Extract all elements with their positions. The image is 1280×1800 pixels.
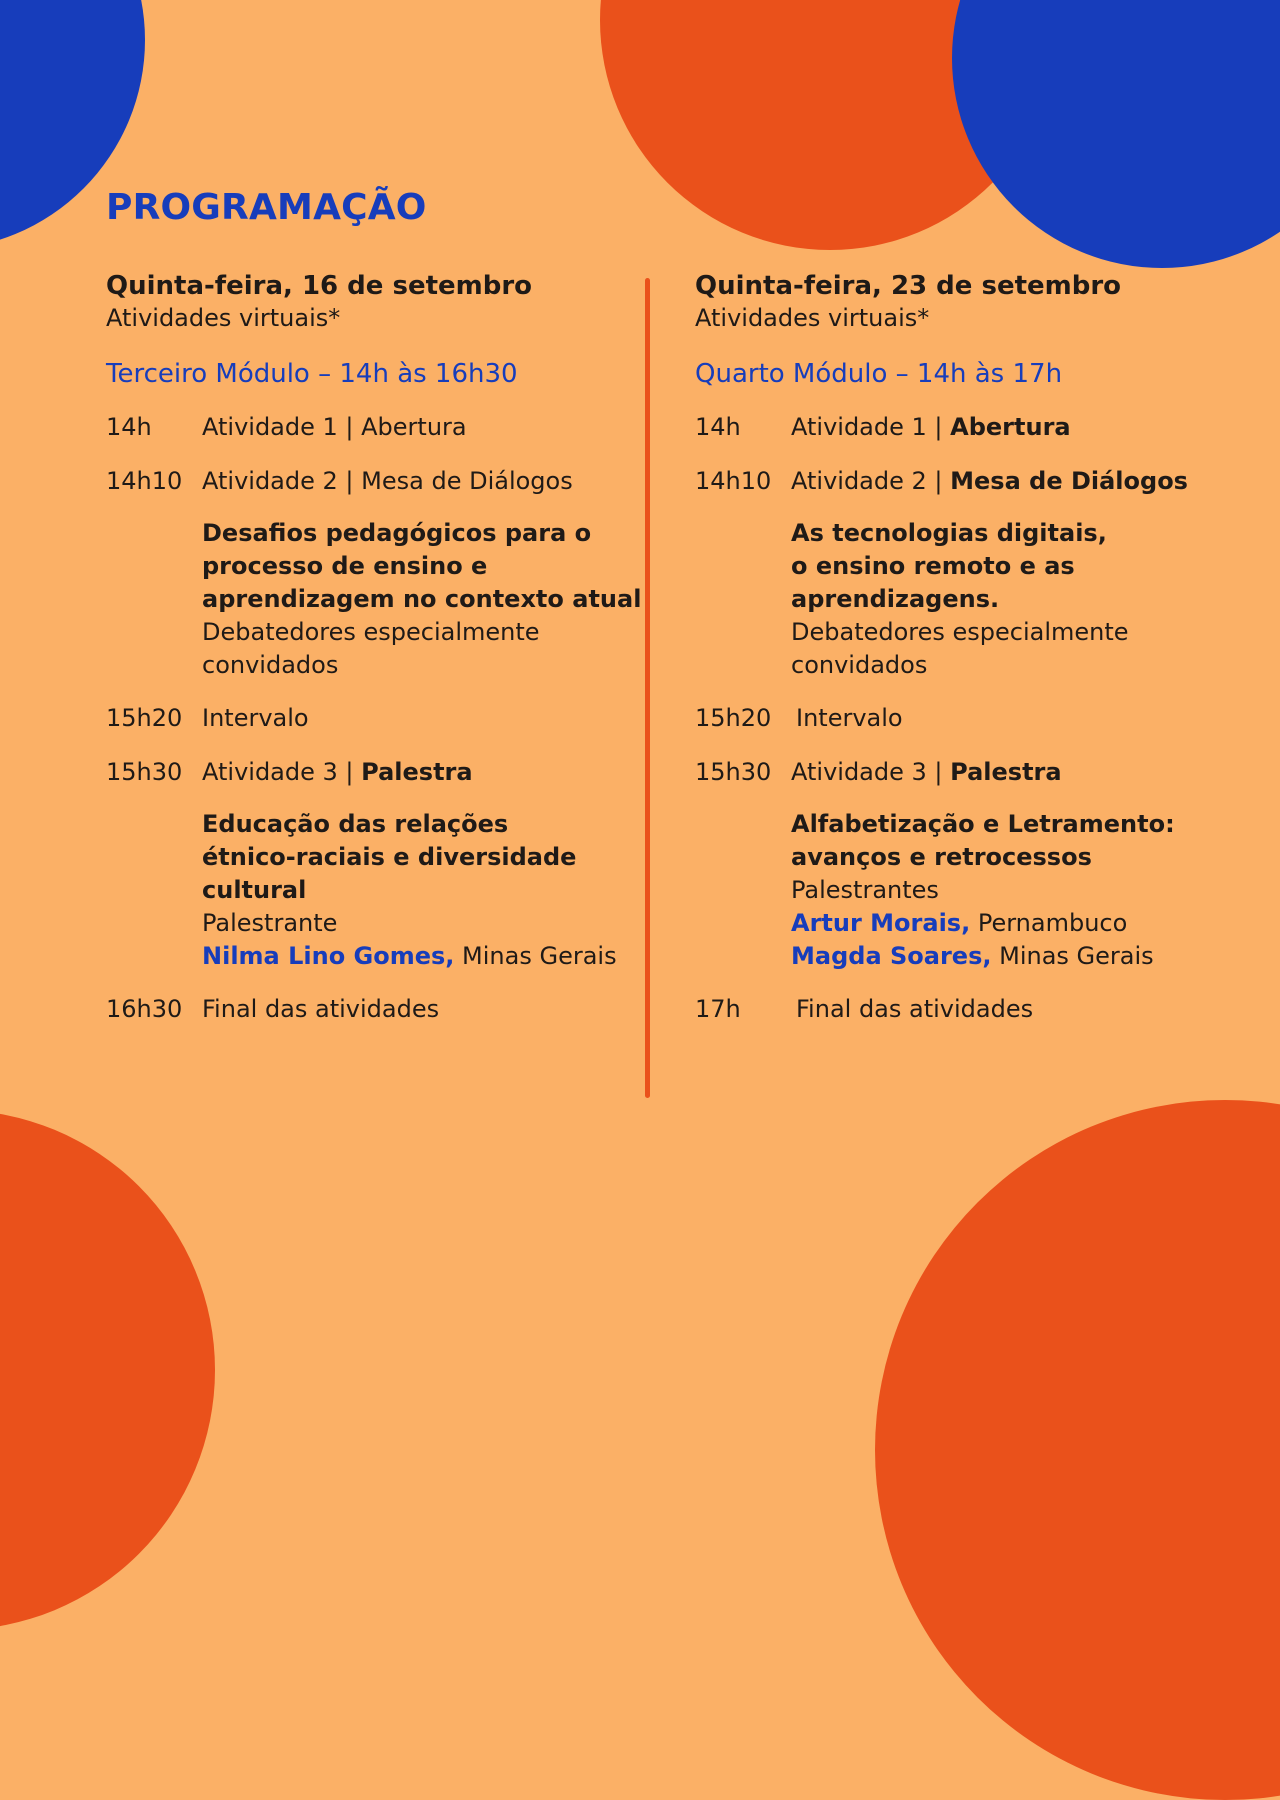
schedule-time: 15h30 xyxy=(695,758,772,786)
schedule-detail xyxy=(791,517,1255,682)
speaker-place: Minas Gerais xyxy=(454,942,617,970)
schedule-row-mesa-dialogos xyxy=(695,465,1255,498)
schedule-content: Final das atividades xyxy=(796,995,1034,1023)
activity-label: Palestra xyxy=(950,758,1062,786)
schedule-detail xyxy=(202,517,666,682)
speaker-name: Nilma Lino Gomes, xyxy=(202,942,455,970)
activity-label: Abertura xyxy=(361,413,467,441)
activity-label: Palestra xyxy=(361,758,473,786)
schedule-list xyxy=(695,411,1255,1026)
schedule-content: Intervalo xyxy=(202,704,309,732)
detail-title: Alfabetização e Letramento: avanços e retrocessos xyxy=(791,810,1175,871)
detail-title: Desafios pedagógicos para o processo de ensino e aprendizagem no contexto atual xyxy=(202,519,642,613)
activity-label: Mesa de Diálogos xyxy=(950,467,1188,495)
schedule-time: 17h xyxy=(695,995,741,1023)
schedule-row-palestra xyxy=(695,756,1255,789)
activity-prefix: Atividade 1 | xyxy=(202,413,362,441)
speaker-place: Minas Gerais xyxy=(991,942,1154,970)
speaker-line xyxy=(791,940,1255,973)
detail-info: Palestrante xyxy=(202,909,338,937)
schedule-row-mesa-dialogos xyxy=(106,465,666,498)
decorative-circle-blue-top-right xyxy=(952,0,1280,268)
module-title: Terceiro Módulo – 14h às 16h30 xyxy=(106,359,518,389)
detail-info: Palestrantes xyxy=(791,876,939,904)
schedule-row-palestra xyxy=(106,756,666,789)
detail-info: Debatedores especialmente convidados xyxy=(791,618,1129,679)
schedule-content xyxy=(791,465,1255,498)
activity-label: Mesa de Diálogos xyxy=(361,467,573,495)
speaker-line xyxy=(791,907,1255,940)
schedule-time: 15h20 xyxy=(695,704,772,732)
day-date: Quinta-feira, 23 de setembro xyxy=(695,271,1122,301)
schedule-row-abertura xyxy=(695,411,1255,444)
schedule-time: 15h30 xyxy=(106,758,183,786)
activity-label: Abertura xyxy=(950,413,1071,441)
schedule-row-final xyxy=(106,993,666,1026)
speaker-name: Magda Soares, xyxy=(791,942,992,970)
schedule-time: 14h10 xyxy=(695,467,772,495)
schedule-row-final xyxy=(695,993,1255,1026)
detail-title: As tecnologias digitais, o ensino remoto e as aprendizagens. xyxy=(791,519,1107,613)
decorative-circle-orange-bottom-right xyxy=(875,1100,1280,1800)
speaker-name: Artur Morais, xyxy=(791,909,971,937)
activity-prefix: Atividade 2 | xyxy=(791,467,951,495)
schedule-row-abertura xyxy=(106,411,666,444)
module-title: Quarto Módulo – 14h às 17h xyxy=(695,359,1063,389)
schedule-content xyxy=(791,411,1255,444)
day-mode: Atividades virtuais* xyxy=(695,304,930,332)
activity-prefix: Atividade 1 | xyxy=(791,413,951,441)
schedule-content: Final das atividades xyxy=(202,995,440,1023)
schedule-content xyxy=(202,465,666,498)
schedule-time: 14h xyxy=(695,413,741,441)
schedule-time: 14h10 xyxy=(106,467,183,495)
schedule-list xyxy=(106,411,666,1026)
activity-prefix: Atividade 2 | xyxy=(202,467,362,495)
activity-prefix: Atividade 3 | xyxy=(202,758,362,786)
detail-info: Debatedores especialmente convidados xyxy=(202,618,540,679)
schedule-time: 15h20 xyxy=(106,704,183,732)
schedule-content xyxy=(202,411,666,444)
schedule-time: 16h30 xyxy=(106,995,183,1023)
schedule-row-intervalo xyxy=(106,702,666,735)
day-column-23-setembro xyxy=(695,270,1255,1047)
speaker-line xyxy=(202,940,666,973)
schedule-detail xyxy=(791,808,1255,973)
schedule-detail xyxy=(202,808,666,973)
detail-title: Educação das relações étnico-raciais e diversidade cultural xyxy=(202,810,577,904)
schedule-row-intervalo xyxy=(695,702,1255,735)
schedule-content: Intervalo xyxy=(796,704,903,732)
schedule-time: 14h xyxy=(106,413,152,441)
schedule-content xyxy=(791,756,1255,789)
schedule-content xyxy=(202,756,666,789)
page-title: PROGRAMAÇÃO xyxy=(106,187,427,228)
day-mode: Atividades virtuais* xyxy=(106,304,341,332)
day-date: Quinta-feira, 16 de setembro xyxy=(106,271,533,301)
decorative-circle-orange-bottom-left xyxy=(0,1110,215,1630)
speaker-place: Pernambuco xyxy=(970,909,1128,937)
activity-prefix: Atividade 3 | xyxy=(791,758,951,786)
day-column-16-setembro xyxy=(106,270,666,1047)
